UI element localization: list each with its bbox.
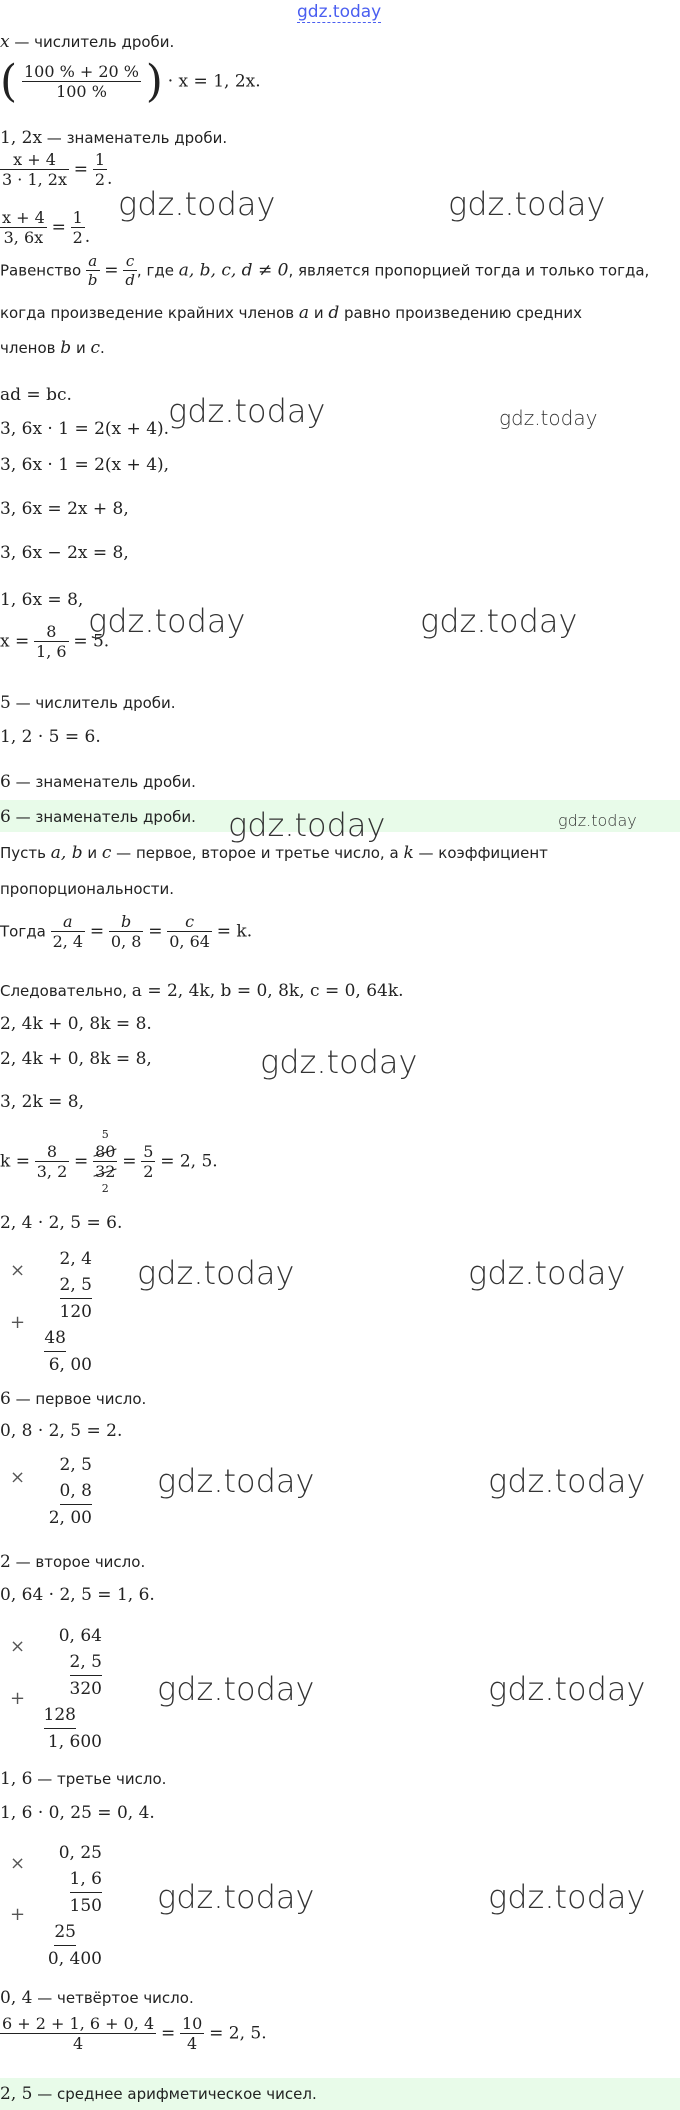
formula-line: 1, 6 · 0, 25 = 0, 4. bbox=[0, 1803, 155, 1823]
formula-line: 1, 6x = 8, bbox=[0, 590, 84, 610]
watermark: gdz.today bbox=[88, 602, 246, 640]
multiply-sign: × bbox=[10, 1260, 26, 1281]
watermark: gdz.today bbox=[260, 1043, 418, 1081]
plus-sign: + bbox=[10, 1904, 26, 1925]
formula-line: 0, 64 · 2, 5 = 1, 6. bbox=[0, 1585, 155, 1605]
watermark: gdz.today bbox=[488, 1670, 646, 1708]
multiply-sign: × bbox=[10, 1467, 26, 1488]
watermark: gdz.today bbox=[157, 1878, 315, 1916]
formula-line: Тогда $\frac{a}{2, 4}$ = $\frac{b}{0, 8}$ = $\frac{c}{0, 64}$ = k. bbox=[0, 912, 253, 951]
formula-line: $\frac{x + 4}{3, 6x}$ = $\frac{1}{2}$ . bbox=[2, 208, 91, 247]
text-line: 1, 6 — третье число. bbox=[0, 1769, 167, 1789]
text-line: Пусть a, b и c — первое, второе и третье число, а k — коэффициент bbox=[0, 843, 548, 863]
text-line: x — числитель дроби. bbox=[0, 32, 175, 52]
text-line: 0, 4 — четвёртое число. bbox=[0, 1988, 194, 2008]
text-line: 6 — знаменатель дроби. bbox=[0, 772, 196, 792]
formula-line: 3, 6x · 1 = 2(x + 4). bbox=[0, 419, 170, 439]
watermark: gdz.today bbox=[488, 1878, 646, 1916]
text-line: 6 — первое число. bbox=[0, 1389, 147, 1409]
formula-line: x = $\frac{8}{1, 6}$ = 5. bbox=[0, 622, 110, 661]
watermark: gdz.today bbox=[228, 806, 386, 844]
watermark: gdz.today bbox=[558, 811, 637, 830]
text-line: 2 — второе число. bbox=[0, 1552, 146, 1572]
text-line: Следовательно, a = 2, 4k, b = 0, 8k, c = 0, 64k. bbox=[0, 981, 404, 1001]
multiply-sign: × bbox=[10, 1853, 26, 1874]
multiply-sign: × bbox=[10, 1636, 26, 1657]
watermark: gdz.today bbox=[488, 1462, 646, 1500]
watermark: gdz.today bbox=[157, 1462, 315, 1500]
formula-line: 3, 6x · 1 = 2(x + 4), bbox=[0, 455, 170, 475]
plus-sign: + bbox=[10, 1312, 26, 1333]
formula-line: 3, 2k = 8, bbox=[0, 1092, 85, 1112]
watermark: gdz.today bbox=[137, 1254, 295, 1292]
text-line: когда произведение крайних членов a и d равно произведению средних bbox=[0, 303, 582, 323]
column-calc: 2, 5 0, 8 2, 00 bbox=[48, 1455, 92, 1528]
text-line: членов b и c. bbox=[0, 338, 105, 358]
watermark: gdz.today bbox=[157, 1670, 315, 1708]
formula-line: $\frac{6 + 2 + 1, 6 + 0, 4}{4}$ = $\frac{10}{4}$ = 2, 5. bbox=[2, 2014, 267, 2053]
text-line: 2, 5 — среднее арифметическое чисел. bbox=[0, 2084, 317, 2104]
formula-line: 3, 6x = 2x + 8, bbox=[0, 499, 129, 519]
formula-line: k = $\frac{8}{3, 2}$ = 5 80 32 2 = $\frac{5}{2}$ = 2, 5. bbox=[0, 1128, 218, 1195]
site-logo[interactable]: gdz.today bbox=[297, 2, 382, 22]
column-calc: 0, 25 1, 6 150 25 0, 400 bbox=[47, 1843, 102, 1969]
text-line: 5 — числитель дроби. bbox=[0, 693, 176, 713]
watermark: gdz.today bbox=[499, 406, 598, 430]
formula-line: 0, 8 · 2, 5 = 2. bbox=[0, 1421, 123, 1441]
formula-line: 1, 2 · 5 = 6. bbox=[0, 727, 101, 747]
watermark: gdz.today bbox=[448, 185, 606, 223]
plus-sign: + bbox=[10, 1688, 26, 1709]
formula-line: 3, 6x − 2x = 8, bbox=[0, 543, 129, 563]
column-calc: 0, 64 2, 5 320 128 1, 600 bbox=[43, 1626, 102, 1752]
formula-line: $\frac{x + 4}{3 \cdot 1, 2x}$ = $\frac{1}{2}$ . bbox=[2, 150, 113, 189]
formula-line: 2, 4 · 2, 5 = 6. bbox=[0, 1213, 123, 1233]
formula-line: 2, 4k + 0, 8k = 8, bbox=[0, 1049, 152, 1069]
watermark: gdz.today bbox=[420, 602, 578, 640]
formula-line: ( $\frac{100 \% + 20 \%}{100 \%}$ ) · x = 1, 2x. bbox=[0, 56, 261, 107]
column-calc: 2, 4 2, 5 120 48 6, 00 bbox=[44, 1249, 92, 1375]
formula-line: 2, 4k + 0, 8k = 8. bbox=[0, 1014, 152, 1034]
watermark: gdz.today bbox=[468, 1254, 626, 1292]
watermark: gdz.today bbox=[168, 392, 326, 430]
text-line: 6 — знаменатель дроби. bbox=[0, 807, 196, 827]
watermark: gdz.today bbox=[118, 185, 276, 223]
formula-line: ad = bc. bbox=[0, 385, 72, 405]
text-line: Равенство $\frac{a}{b}$ = $\frac{c}{d}$ , где a, b, c, d ≠ 0, является пропорцией тогда и только тогда, bbox=[0, 252, 650, 289]
text-line: 1, 2x — знаменатель дроби. bbox=[0, 128, 228, 148]
text-line: пропорциональности. bbox=[0, 880, 175, 898]
